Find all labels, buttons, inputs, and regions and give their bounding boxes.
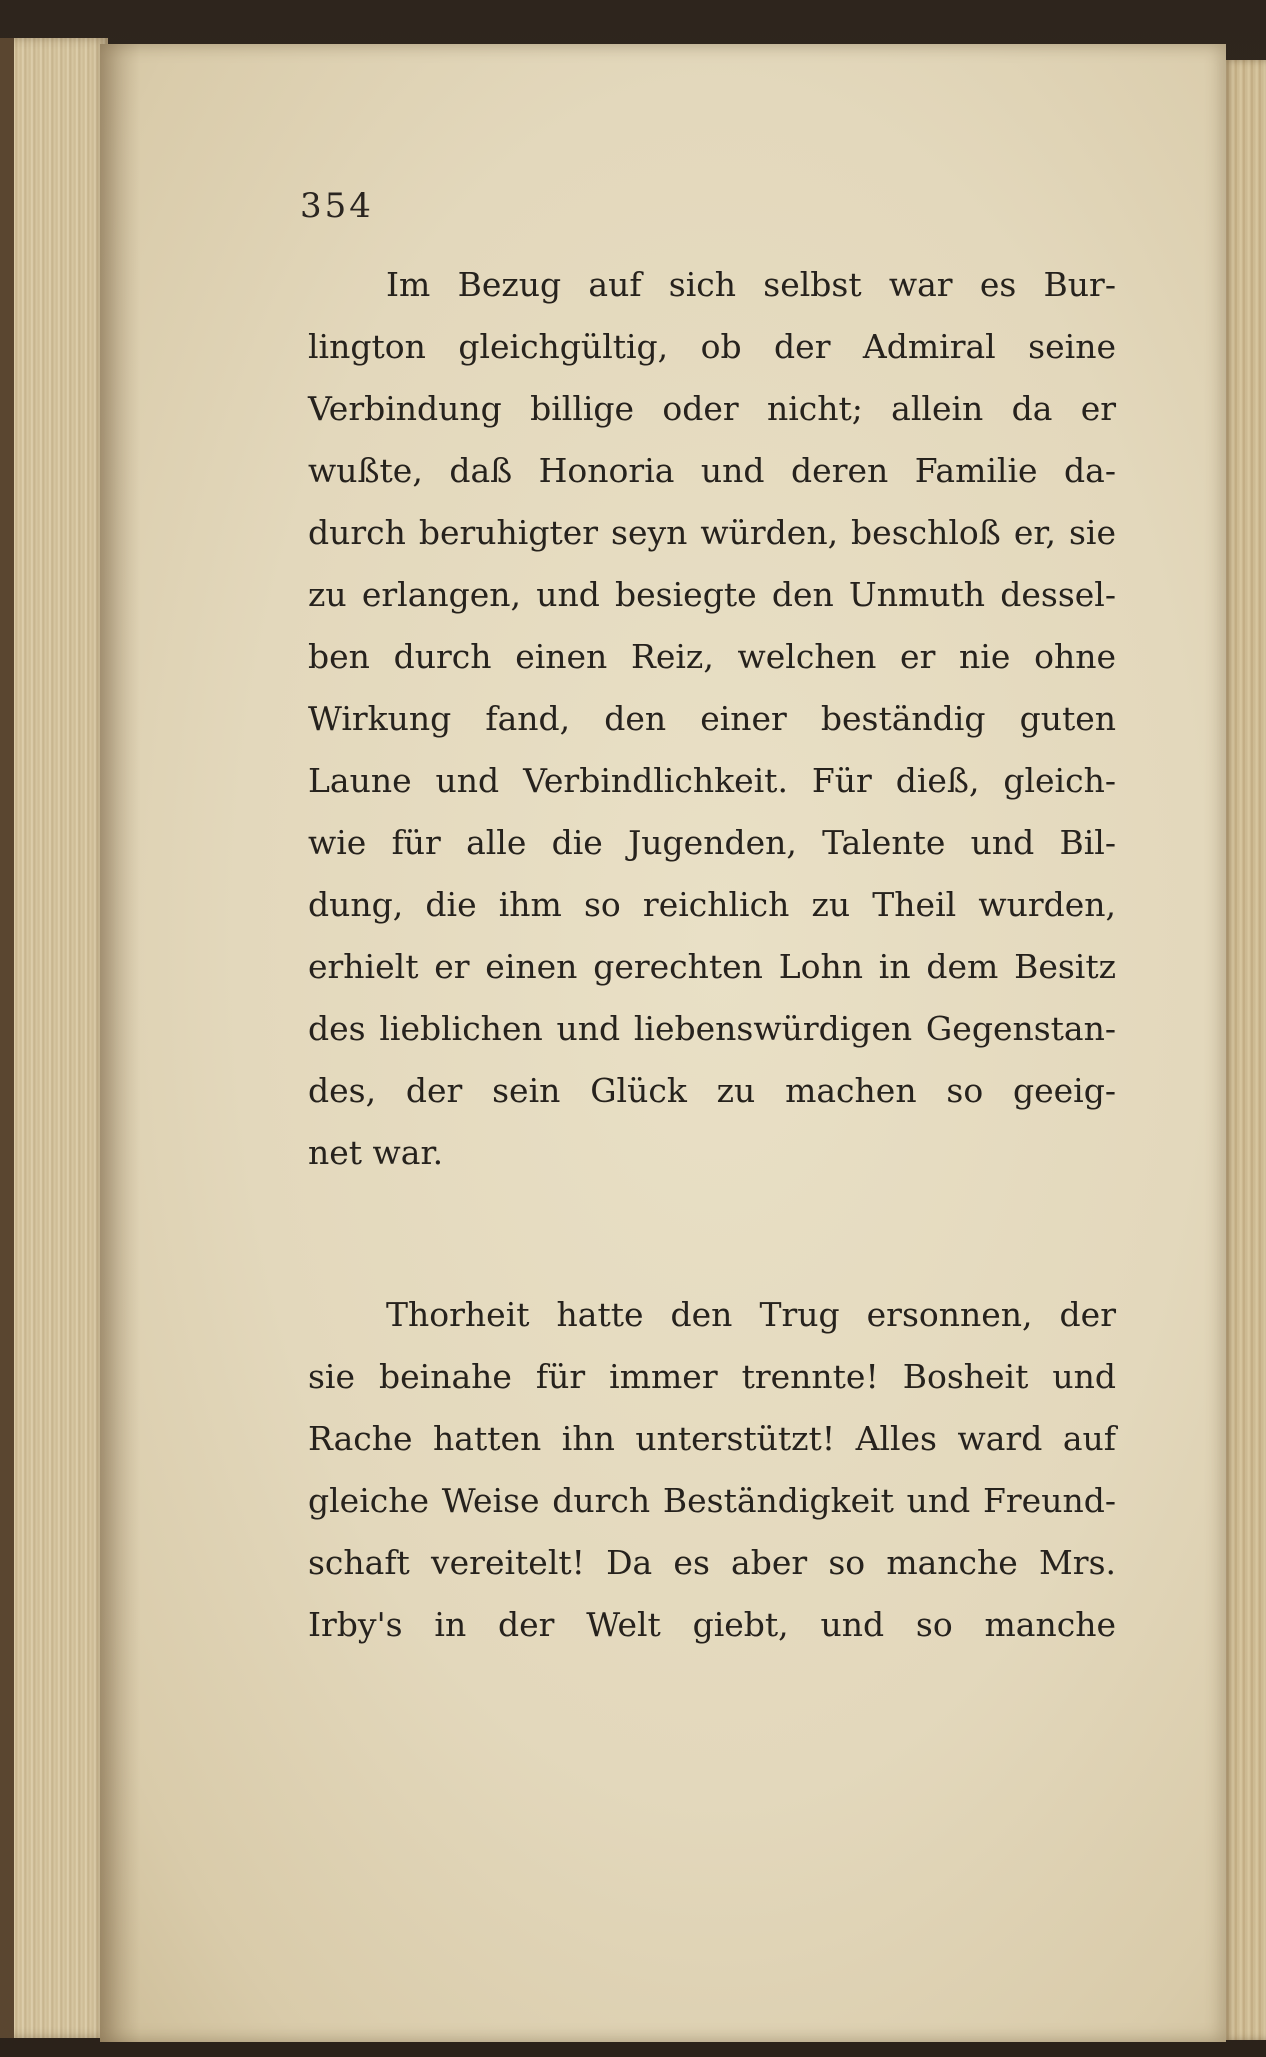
- paragraph-1-line-13: des lieblichen und liebenswürdigen Gegenstan-: [308, 1009, 1116, 1048]
- right-page-edges: [1222, 60, 1266, 2040]
- paragraph-1-line-12: erhielt er einen gerechten Lohn in dem Besitz: [308, 947, 1116, 986]
- paragraph-1-line-6: zu erlangen, und besiegte den Unmuth dessel-: [308, 575, 1116, 614]
- paragraph-1-line-15: net war.: [308, 1133, 444, 1172]
- paragraph-1-line-4: wußte, daß Honoria und deren Familie da-: [308, 451, 1116, 490]
- paragraph-1-line-7: ben durch einen Reiz, welchen er nie ohne: [308, 637, 1116, 676]
- page-number: 354: [300, 186, 374, 226]
- paragraph-1-line-9: Laune und Verbindlichkeit. Für dieß, gleich-: [308, 761, 1116, 800]
- book-cover-edge: [0, 38, 14, 2038]
- paragraph-1-line-8: Wirkung fand, den einer beständig guten: [308, 699, 1116, 738]
- paragraph-2-line-4: gleiche Weise durch Beständigkeit und Freund-: [308, 1481, 1116, 1520]
- paragraph-1-line-11: dung, die ihm so reichlich zu Theil wurden,: [308, 885, 1116, 924]
- paragraph-1-line-1: Im Bezug auf sich selbst war es Bur-: [386, 265, 1116, 304]
- paragraph-1-line-14: des, der sein Glück zu machen so geeig-: [308, 1071, 1116, 1110]
- paragraph-2-line-6: Irby's in der Welt giebt, und so manche: [308, 1605, 1116, 1644]
- paragraph-2-line-3: Rache hatten ihn unterstützt! Alles ward auf: [308, 1419, 1116, 1458]
- paragraph-2-line-2: sie beinahe für immer trennte! Bosheit und: [308, 1357, 1116, 1396]
- paragraph-1-line-2: lington gleichgültig, ob der Admiral seine: [308, 327, 1116, 366]
- left-page-edges: [0, 38, 108, 2038]
- paragraph-1-line-10: wie für alle die Jugenden, Talente und Bil-: [308, 823, 1116, 862]
- paragraph-1-line-5: durch beruhigter seyn würden, beschloß er, sie: [308, 513, 1116, 552]
- paragraph-1-line-3: Verbindung billige oder nicht; allein da er: [308, 389, 1116, 428]
- spine-shadow: [100, 44, 140, 2042]
- paragraph-2-line-5: schaft vereitelt! Da es aber so manche Mrs.: [308, 1543, 1116, 1582]
- paragraph-2-line-1: Thorheit hatte den Trug ersonnen, der: [386, 1295, 1116, 1334]
